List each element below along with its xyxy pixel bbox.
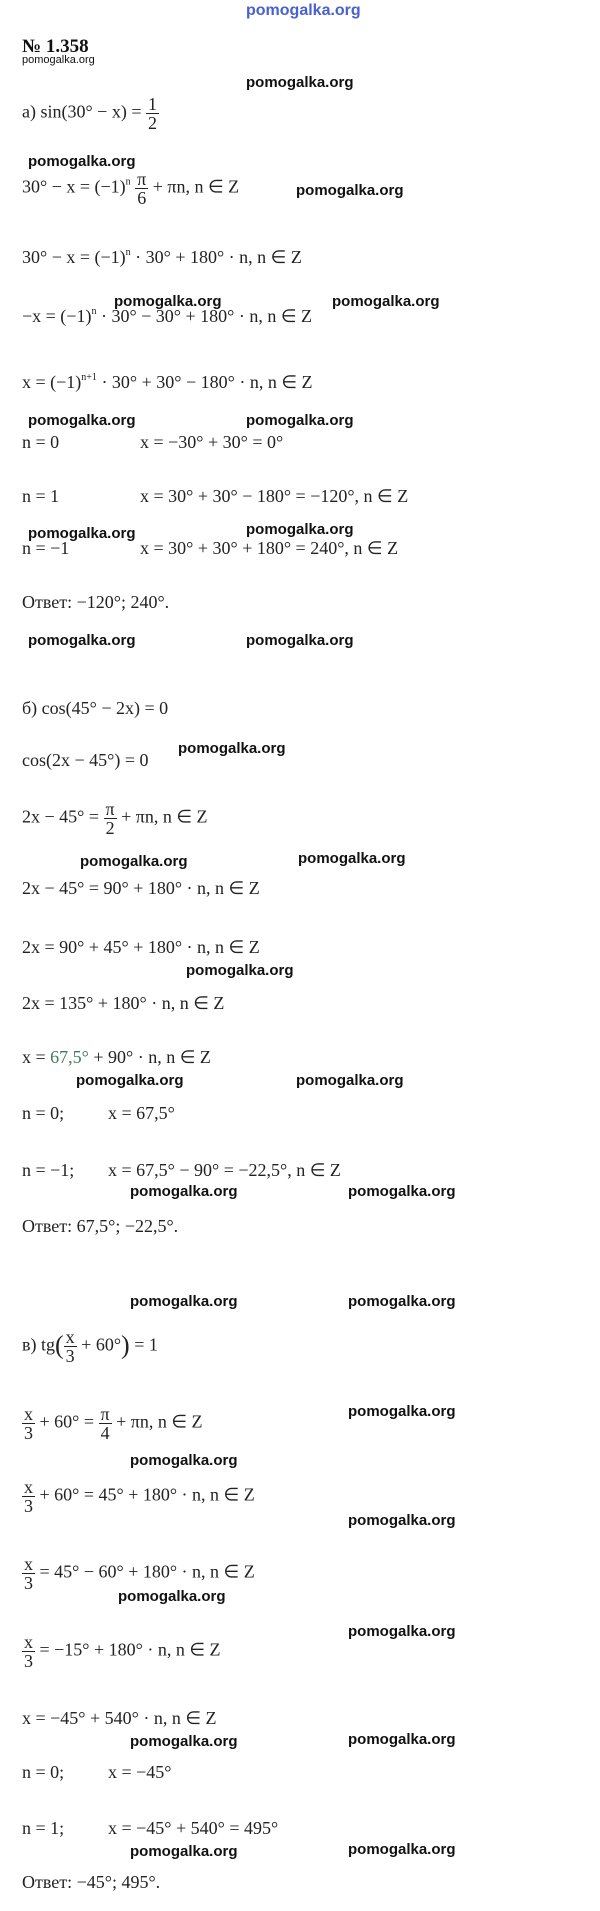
part-a-nm1-label: n = −1 — [22, 538, 70, 558]
watermark: pomogalka.org — [130, 1733, 238, 1750]
watermark: pomogalka.org — [348, 1623, 456, 1640]
part-b-equation: б) cos(45° − 2x) = 0 — [22, 698, 169, 718]
watermark: pomogalka.org — [178, 740, 286, 757]
watermark: pomogalka.org — [130, 1843, 238, 1860]
watermark: pomogalka.org — [114, 293, 222, 310]
watermark: pomogalka.org — [80, 853, 188, 870]
part-c-equation: в) tg( $\frac{x}{3}$ + 60°) = 1 — [22, 1327, 158, 1366]
watermark: pomogalka.org — [130, 1452, 238, 1469]
part-a-equation: а) sin(30° − x) = $\frac{1}{2}$ — [22, 94, 157, 133]
part-b-line-5: 2x = 90° + 45° + 180° · n, n ∈ Z — [22, 937, 260, 957]
fraction: $\frac{x}{3}$ — [24, 1554, 33, 1593]
part-c-n0-label: n = 0; — [22, 1762, 65, 1782]
part-b-line-6: 2x = 135° + 180° · n, n ∈ Z — [22, 993, 225, 1013]
watermark: pomogalka.org — [246, 412, 354, 429]
part-b-n0-value: x = 67,5° — [108, 1103, 175, 1123]
watermark: pomogalka.org — [246, 521, 354, 538]
part-a-n0-value: x = −30° + 30° = 0° — [140, 432, 284, 452]
watermark: pomogalka.org — [348, 1293, 456, 1310]
part-c-n1-label: n = 1; — [22, 1818, 65, 1838]
part-c-line-2: $\frac{x}{3}$ + 60° = $\frac{\pi}{4}$ + πn, n ∈ Z — [24, 1404, 203, 1443]
fraction: $\frac{1}{2}$ — [147, 94, 157, 133]
fraction: $\frac{x}{3}$ — [24, 1404, 33, 1443]
part-a-line-5: $x = (-1)^{n+1} \cdot 30^\circ + 30^\circ - 180^\circ \cdot n$, n ∈ Z — [22, 372, 313, 392]
part-b-line-7: x = 67,5° + 90° · n, n ∈ Z — [22, 1047, 211, 1067]
part-b-nm1-value: x = 67,5° − 90° = −22,5°, n ∈ Z — [108, 1160, 341, 1180]
watermark: pomogalka.org — [28, 525, 136, 542]
watermark: pomogalka.org — [332, 293, 440, 310]
watermark: pomogalka.org — [296, 182, 404, 199]
part-b-line-2: cos(2x − 45°) = 0 — [22, 750, 149, 770]
part-c-line-5: $\frac{x}{3}$ = −15° + 180° · n, n ∈ Z — [24, 1632, 221, 1671]
watermark: pomogalka.org — [28, 412, 136, 429]
part-b-answer: Ответ: 67,5°; −22,5°. — [22, 1216, 179, 1236]
part-c-line-6: x = −45° + 540° · n, n ∈ Z — [22, 1708, 217, 1728]
sub-watermark: pomogalka.org — [22, 54, 95, 66]
watermark: pomogalka.org — [28, 153, 136, 170]
fraction: $\frac{x}{3}$ — [65, 1327, 75, 1366]
part-c-line-4: $\frac{x}{3}$ = 45° − 60° + 180° · n, n ∈ Z — [24, 1554, 255, 1593]
watermark: pomogalka.org — [348, 1512, 456, 1529]
site-watermark-top: pomogalka.org — [246, 2, 361, 19]
part-c-line-3: $\frac{x}{3}$ + 60° = 45° + 180° · n, n ∈ Z — [24, 1477, 255, 1516]
part-c-n0-value: x = −45° — [108, 1762, 172, 1782]
part-b-nm1-label: n = −1; — [22, 1160, 75, 1180]
part-a-line-4: $-x = (-1)^n \cdot 30^\circ - 30^\circ + 180^\circ \cdot n$, n ∈ Z — [22, 306, 313, 326]
watermark: pomogalka.org — [246, 74, 354, 91]
fraction: $\frac{\pi}{6}$ — [137, 169, 147, 208]
watermark: pomogalka.org — [76, 1072, 184, 1089]
part-c-answer: Ответ: −45°; 495°. — [22, 1872, 161, 1892]
watermark: pomogalka.org — [130, 1293, 238, 1310]
fraction: $\frac{\pi}{2}$ — [105, 799, 115, 838]
part-a-line-3: $30^\circ - x = (-1)^n \cdot 30^\circ + 180^\circ \cdot n$, n ∈ Z — [22, 247, 302, 267]
part-a-nm1-value: x = 30° + 30° + 180° = 240°, n ∈ Z — [140, 538, 399, 558]
watermark: pomogalka.org — [348, 1841, 456, 1858]
watermark: pomogalka.org — [118, 1588, 226, 1605]
part-b-n0-label: n = 0; — [22, 1103, 65, 1123]
watermark: pomogalka.org — [186, 962, 294, 979]
part-a-n1-label: n = 1 — [22, 486, 60, 506]
part-b-line-4: 2x − 45° = 90° + 180° · n, n ∈ Z — [22, 878, 260, 898]
part-a-n0-label: n = 0 — [22, 432, 60, 452]
watermark: pomogalka.org — [348, 1731, 456, 1748]
part-a-line-2: $30^\circ - x = (-1)^n$ $\frac{\pi}{6}$ + πn, n ∈ Z — [22, 169, 240, 208]
watermark: pomogalka.org — [298, 850, 406, 867]
fraction: $\frac{x}{3}$ — [24, 1632, 33, 1671]
watermark: pomogalka.org — [28, 632, 136, 649]
watermark: pomogalka.org — [130, 1183, 238, 1200]
watermark: pomogalka.org — [246, 632, 354, 649]
part-a-answer: Ответ: −120°; 240°. — [22, 592, 170, 612]
fraction: $\frac{x}{3}$ — [24, 1477, 33, 1516]
part-c-n1-value: x = −45° + 540° = 495° — [108, 1818, 279, 1838]
watermark: pomogalka.org — [348, 1183, 456, 1200]
watermark: pomogalka.org — [296, 1072, 404, 1089]
fraction: $\frac{\pi}{4}$ — [100, 1404, 110, 1443]
part-b-line-3: 2x − 45° = $\frac{\pi}{2}$ + πn, n ∈ Z — [22, 799, 208, 838]
part-a-n1-value: x = 30° + 30° − 180° = −120°, n ∈ Z — [140, 486, 409, 506]
problem-number: № 1.358 — [22, 36, 89, 57]
watermark: pomogalka.org — [348, 1403, 456, 1420]
